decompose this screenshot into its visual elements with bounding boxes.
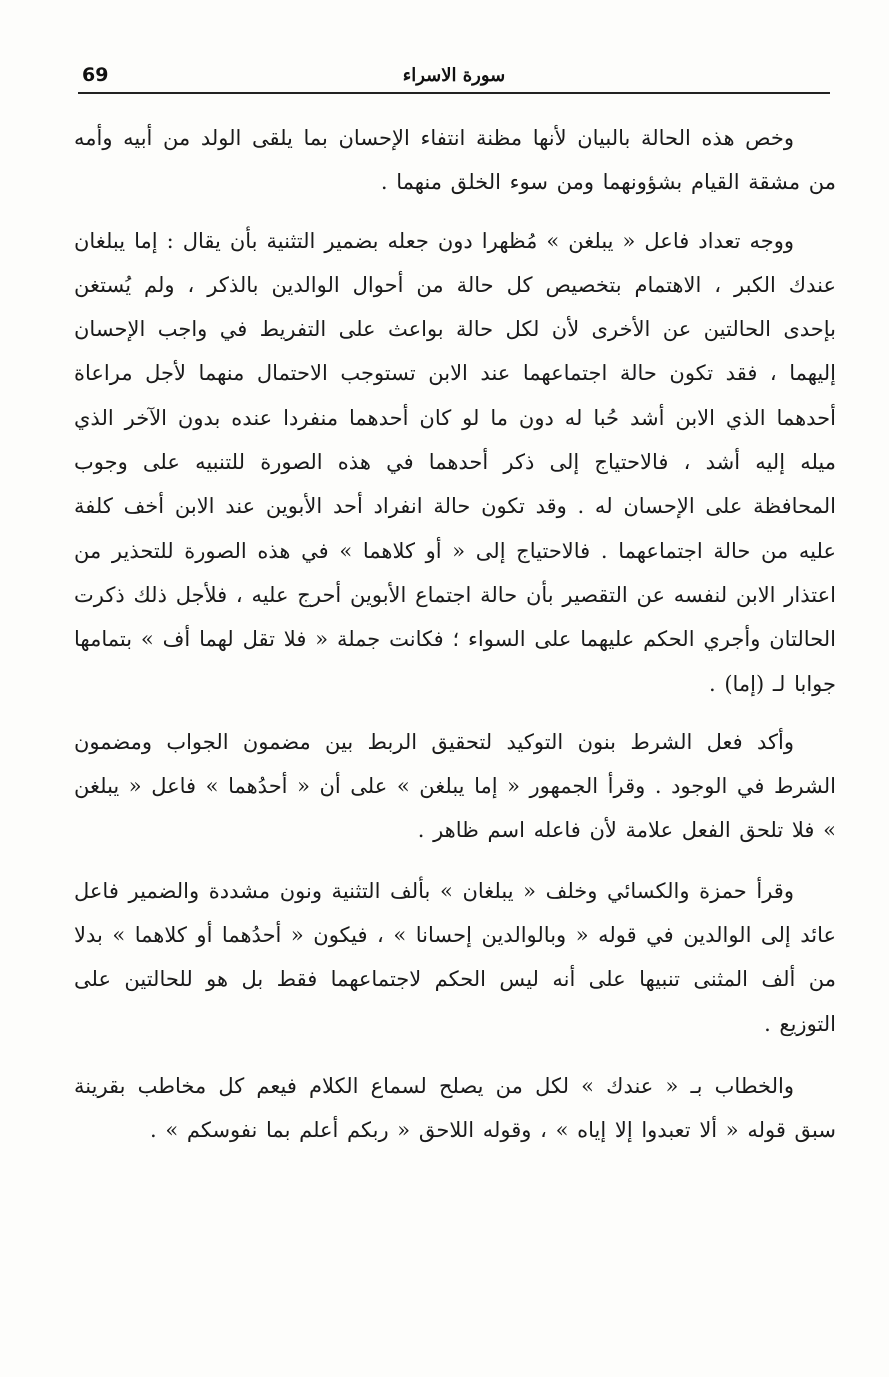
header-divider (78, 92, 830, 94)
paragraph: ووجه تعداد فاعل « يبلغن » مُظهرا دون جعله بضمير التثنية بأن يقال : إما يبلغان عندك الكبر ، الاهتمام بتخصيص كل حالة من أحوال الوالدين بالذكر ، ولم يُستغن بإحدى الحالتين عن الأخرى لأن لكل حالة بواعث على التفريط في واجب الإحسان إليهما ، فقد تكون حالة اجتماعهما عند الابن تستوجب الاحتمال منهما لأجل مراعاة أحدهما الذي الابن أشد حُبا له دون ما لو كان أحدهما منفردا عنده بدون الآخر الذي ميله إليه أشد ، فالاحتياج إلى ذكر أحدهما في هذه الصورة للتنبيه على وجوب المحافظة على الإحسان له . وقد تكون حالة انفراد أحد الأبوين عند الابن أخف كلفة عليه من حالة اجتماعهما . فالاحتياج إلى « أو كلاهما » في هذه الصورة للتحذير من اعتذار الابن لنفسه عن التقصير بأن حالة اجتماع الأبوين أحرج عليه ، فلأجل ذلك ذكرت الحالتان وأجري الحكم عليهما على السواء ؛ فكانت جملة « فلا تقل لهما أف » بتمامها جوابا لـ (إما) . (74, 228, 836, 696)
surah-title: سورة الاسراء (402, 65, 506, 86)
page-number: 69 (82, 64, 109, 86)
page-header (78, 60, 830, 94)
paragraph: والخطاب بـ « عندك » لكل من يصلح لسماع الكلام فيعم كل مخاطب بقرينة سبق قوله « ألا تعبدوا إلا إياه » ، وقوله اللاحق « ربكم أعلم بما نفوسكم » . (74, 1073, 836, 1143)
paragraph: وخص هذه الحالة بالبيان لأنها مظنة انتفاء الإحسان بما يلقى الولد من أبيه وأمه من مشقة القيام بشؤونهما ومن سوء الخلق منهما . (74, 126, 836, 195)
body-text (74, 116, 836, 1153)
paragraph: وقرأ حمزة والكسائي وخلف « يبلغان » بألف التثنية ونون مشددة والضمير فاعل عائد إلى الوالدين في قوله « وبالوالدين إحسانا » ، فيكون « أحدُهما أو كلاهما » بدلا من ألف المثنى تنبيها على أنه ليس الحكم لاجتماعهما فقط بل هو للحالتين على التوزيع . (74, 878, 836, 1036)
paragraph: وأكد فعل الشرط بنون التوكيد لتحقيق الربط بين مضمون الجواب ومضمون الشرط في الوجود . وقرأ الجمهور « إما يبلغن » على أن « أحدُهما » فاعل « يبلغن » فلا تلحق الفعل علامة لأن فاعله اسم ظاهر . (74, 729, 836, 843)
